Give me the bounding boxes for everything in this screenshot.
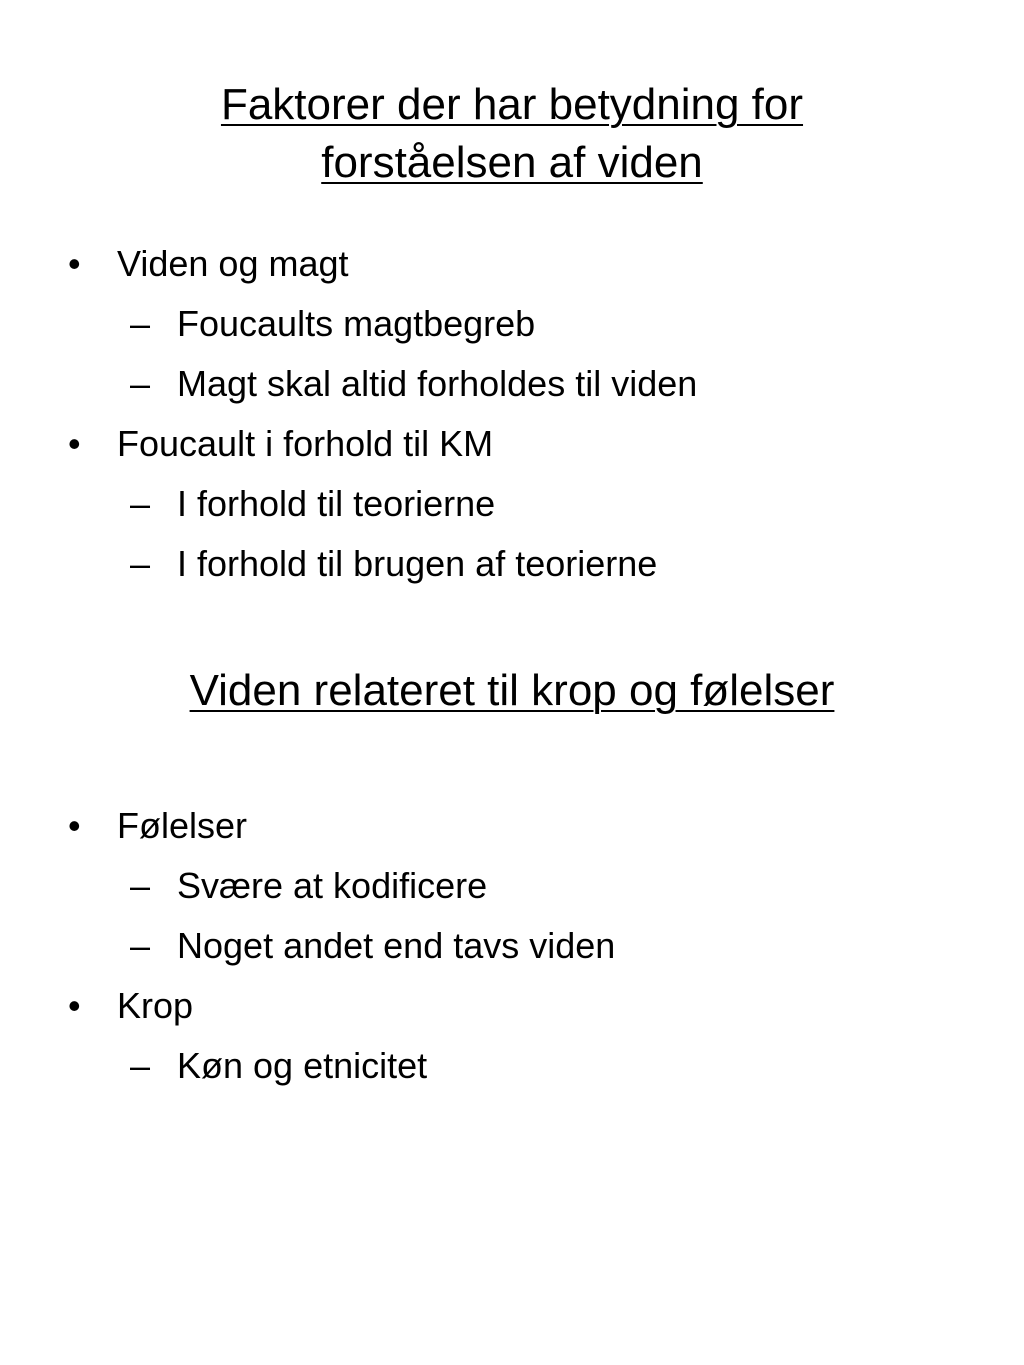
dash-marker: – — [130, 303, 151, 344]
dash-marker: – — [130, 925, 151, 966]
bullet-item-label: Foucault i forhold til KM — [117, 423, 494, 464]
bullet-marker: • — [68, 985, 81, 1026]
dash-marker: – — [130, 483, 151, 524]
bullet-item-label: Følelser — [117, 805, 248, 846]
sub-item-label: Køn og etnicitet — [177, 1045, 428, 1086]
bullet-marker: • — [68, 423, 81, 464]
bullet-item-label: Krop — [117, 985, 194, 1026]
sub-item-label: I forhold til teorierne — [177, 483, 496, 524]
section-1-title-line-1: Faktorer der har betydning for — [220, 80, 804, 129]
sub-item-label: Svære at kodificere — [177, 865, 488, 906]
section-1-title-line-2: forståelsen af viden — [321, 138, 703, 187]
dash-marker: – — [130, 363, 151, 404]
section-1-title — [40, 76, 984, 192]
sub-item-label: Foucaults magtbegreb — [177, 303, 536, 344]
sub-item-label: I forhold til brugen af teorierne — [177, 543, 658, 584]
bullet-marker: • — [68, 805, 81, 846]
sub-item-label: Magt skal altid forholdes til viden — [177, 363, 698, 404]
sub-item-label: Noget andet end tavs viden — [177, 925, 616, 966]
bullet-marker: • — [68, 243, 81, 284]
dash-marker: – — [130, 543, 151, 584]
dash-marker: – — [130, 1045, 151, 1086]
section-2-title: Viden relateret til krop og følelser — [189, 666, 835, 715]
bullet-item-label: Viden og magt — [117, 243, 349, 284]
dash-marker: – — [130, 865, 151, 906]
